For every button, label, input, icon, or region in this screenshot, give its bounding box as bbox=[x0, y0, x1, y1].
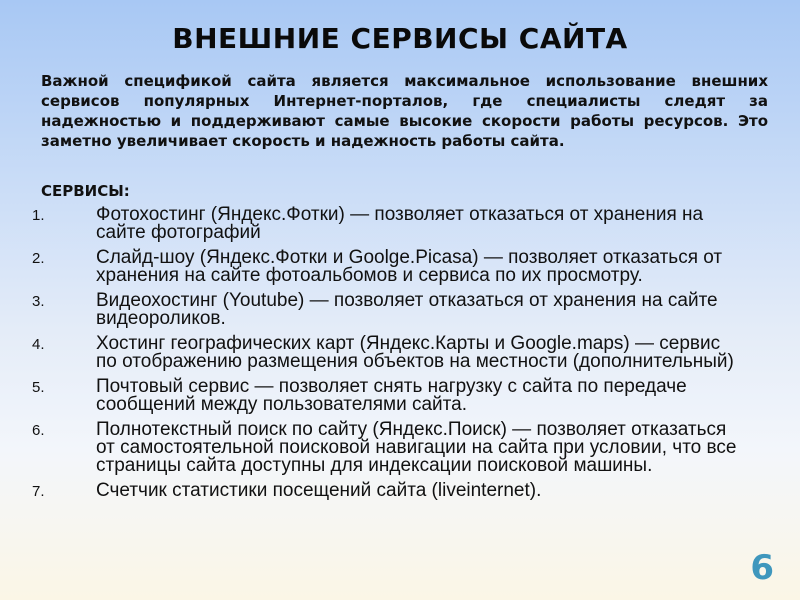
slide-title: ВНЕШНИЕ СЕРВИСЫ САЙТА bbox=[172, 22, 628, 55]
service-text: Слайд-шоу (Яндекс.Фотки и Goolge.Picasa) — позволяет отказаться от хранения на сайте фотоальбомов и сервиса по их просмотру. bbox=[96, 247, 723, 286]
service-item-slideshow bbox=[0, 249, 800, 285]
service-number: 2. bbox=[32, 250, 45, 267]
service-item-photo-hosting bbox=[0, 206, 800, 242]
service-number: 4. bbox=[32, 336, 45, 353]
services-heading: СЕРВИСЫ: bbox=[41, 182, 130, 200]
service-item-site-search bbox=[0, 421, 800, 475]
service-number: 7. bbox=[32, 483, 45, 500]
service-text: Счетчик статистики посещений сайта (liveinternet). bbox=[96, 480, 542, 501]
service-item-mail-service bbox=[0, 378, 800, 414]
service-list bbox=[0, 206, 800, 507]
service-number: 6. bbox=[32, 422, 45, 439]
service-number: 1. bbox=[32, 207, 45, 224]
service-text: Почтовый сервис — позволяет снять нагрузку с сайта по передаче сообщений между пользователями сайта. bbox=[96, 376, 687, 415]
page-number: 6 bbox=[750, 548, 774, 588]
service-item-video-hosting bbox=[0, 292, 800, 328]
service-item-visit-counter bbox=[0, 482, 800, 500]
service-text: Хостинг географических карт (Яндекс.Карты и Google.maps) — сервис по отображению размещения объектов на местности (дополнительный) bbox=[96, 333, 734, 372]
service-text: Фотохостинг (Яндекс.Фотки) — позволяет отказаться от хранения на сайте фотографий bbox=[96, 204, 704, 243]
service-text: Видеохостинг (Youtube) — позволяет отказаться от хранения на сайте видеороликов. bbox=[96, 290, 718, 329]
service-text: Полнотекстный поиск по сайту (Яндекс.Поиск) — позволяет отказаться от самостоятельной поисковой навигации на сайта при условии, что все страницы сайта доступны для индексации поисковой машины. bbox=[96, 419, 737, 476]
service-number: 3. bbox=[32, 293, 45, 310]
intro-paragraph: Важной спецификой сайта является максимальное использование внешних сервисов популярных Интернет-порталов, где специалисты следят за надежностью и поддерживают самые высокие скорости работы ресурсов. Это заметно увеличивает скорость и надежность работы сайта. bbox=[41, 72, 768, 150]
service-item-map-hosting bbox=[0, 335, 800, 371]
service-number: 5. bbox=[32, 379, 45, 396]
